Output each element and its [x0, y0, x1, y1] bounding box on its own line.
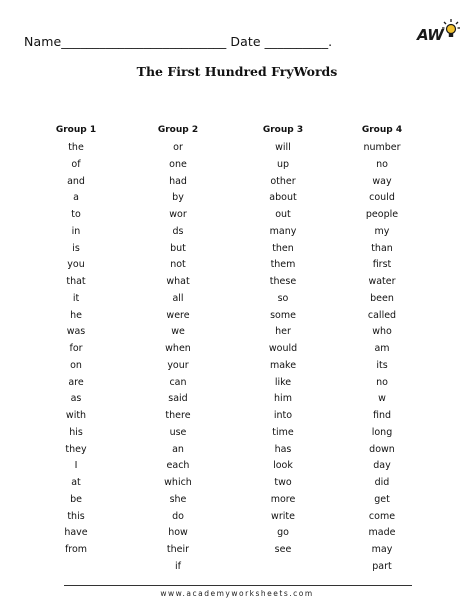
name-date-line	[24, 34, 332, 49]
word-item: be	[70, 493, 82, 505]
word-item: he	[70, 309, 82, 321]
word-item: a	[73, 192, 79, 204]
word-item: no	[376, 376, 388, 388]
word-item: like	[274, 376, 292, 388]
word-item: may	[371, 544, 393, 555]
word-item: no	[376, 158, 388, 170]
word-item: will	[275, 142, 291, 153]
word-item: these	[269, 276, 297, 287]
word-item: her	[275, 326, 291, 338]
word-item: this	[67, 510, 85, 522]
word-item: made	[368, 527, 396, 539]
group-heading: Group 2	[157, 125, 199, 135]
word-item: your	[167, 359, 189, 371]
word-item: day	[373, 460, 391, 472]
word-item: been	[370, 292, 394, 304]
group-heading: Group 4	[361, 125, 403, 135]
word-item: my	[374, 225, 390, 237]
word-item: so	[277, 292, 289, 304]
word-item: each	[166, 460, 190, 472]
word-item: which	[164, 477, 192, 488]
word-item: that	[66, 276, 86, 287]
word-item: him	[274, 393, 292, 405]
word-item: for	[69, 343, 83, 354]
word-item: go	[277, 527, 289, 539]
word-item: was	[66, 326, 86, 338]
word-item: number	[363, 142, 401, 153]
word-item: the	[68, 142, 84, 153]
word-item: by	[172, 192, 184, 204]
word-item: out	[275, 209, 291, 220]
word-item: it	[72, 292, 80, 304]
word-item: what	[166, 276, 190, 287]
word-item: you	[67, 259, 85, 271]
word-item: other	[270, 175, 296, 187]
word-item: one	[169, 158, 187, 170]
word-item: of	[71, 158, 81, 170]
word-item: is	[72, 242, 80, 254]
word-item: time	[272, 426, 294, 438]
word-item: them	[270, 259, 296, 271]
word-item: more	[270, 493, 296, 505]
word-item: did	[374, 477, 390, 488]
word-item: first	[372, 259, 392, 271]
name-label: Name	[24, 34, 62, 49]
word-item: we	[171, 326, 185, 338]
word-list	[243, 140, 323, 559]
word-item: see	[274, 544, 292, 555]
word-item: down	[369, 443, 395, 455]
word-item: two	[274, 477, 292, 488]
group-3-column	[243, 123, 323, 559]
word-item: its	[376, 359, 388, 371]
word-list	[36, 140, 116, 559]
word-item: or	[173, 142, 183, 153]
word-item: who	[372, 326, 392, 338]
word-item: not	[170, 259, 186, 271]
word-item: on	[70, 359, 82, 371]
word-item: use	[169, 426, 187, 438]
worksheet-title: The First Hundred FryWords	[136, 64, 338, 79]
word-item: at	[71, 477, 81, 488]
word-list	[138, 140, 218, 576]
word-item: from	[64, 544, 88, 555]
date-label: Date	[230, 34, 261, 49]
word-item: have	[64, 527, 88, 539]
word-item: in	[71, 225, 81, 237]
group-2-column	[138, 123, 218, 576]
word-item: they	[65, 443, 87, 455]
word-item: write	[271, 510, 295, 522]
group-1-column	[36, 123, 116, 559]
word-item: his	[69, 426, 83, 438]
word-item: than	[371, 242, 393, 254]
word-item: then	[272, 242, 294, 254]
footer-website: www.academyworksheets.com	[160, 589, 314, 598]
word-item: get	[374, 493, 390, 505]
word-item: when	[165, 343, 191, 354]
logo-text: AW	[417, 26, 444, 44]
lightbulb-icon	[442, 18, 460, 42]
word-item: w	[378, 393, 386, 405]
word-item: look	[273, 460, 293, 472]
word-item: up	[276, 158, 290, 170]
word-item: are	[68, 376, 84, 388]
word-item: with	[65, 410, 87, 421]
group-heading: Group 1	[55, 125, 97, 135]
word-item: as	[70, 393, 82, 405]
word-item: has	[274, 443, 292, 455]
date-blank: __________.	[264, 34, 333, 49]
word-item: I	[74, 460, 78, 472]
word-list	[342, 140, 422, 576]
word-item: said	[168, 393, 188, 405]
word-item: if	[175, 560, 181, 572]
word-item: can	[169, 376, 187, 388]
word-item: were	[166, 309, 190, 321]
word-item: wor	[169, 209, 187, 220]
word-item: an	[172, 443, 184, 455]
word-item: there	[165, 410, 191, 421]
word-item: many	[269, 225, 297, 237]
word-item: ds	[172, 225, 184, 237]
word-item: am	[374, 343, 390, 354]
group-4-column	[342, 123, 422, 576]
word-item: people	[365, 209, 399, 220]
footer-divider	[64, 585, 412, 586]
word-item: about	[269, 192, 297, 204]
word-item: and	[67, 175, 85, 187]
word-item: some	[270, 309, 296, 321]
word-item: could	[369, 192, 395, 204]
name-blank: __________________________	[61, 34, 227, 49]
word-item: find	[372, 410, 392, 421]
word-item: do	[172, 510, 184, 522]
academy-worksheets-logo	[417, 18, 461, 48]
word-item: to	[71, 209, 81, 220]
word-item: their	[166, 544, 190, 555]
word-item: how	[168, 527, 188, 539]
word-item: had	[169, 175, 187, 187]
word-item: way	[372, 175, 392, 187]
word-item: come	[368, 510, 396, 522]
word-item: called	[367, 309, 397, 321]
word-item: but	[170, 242, 186, 254]
word-item: part	[372, 560, 392, 572]
word-item: into	[273, 410, 293, 421]
word-item: long	[371, 426, 393, 438]
word-item: water	[368, 276, 396, 287]
word-item: all	[172, 292, 184, 304]
word-item: would	[268, 343, 298, 354]
word-item: make	[269, 359, 297, 371]
group-heading: Group 3	[262, 125, 304, 135]
word-item: she	[169, 493, 187, 505]
